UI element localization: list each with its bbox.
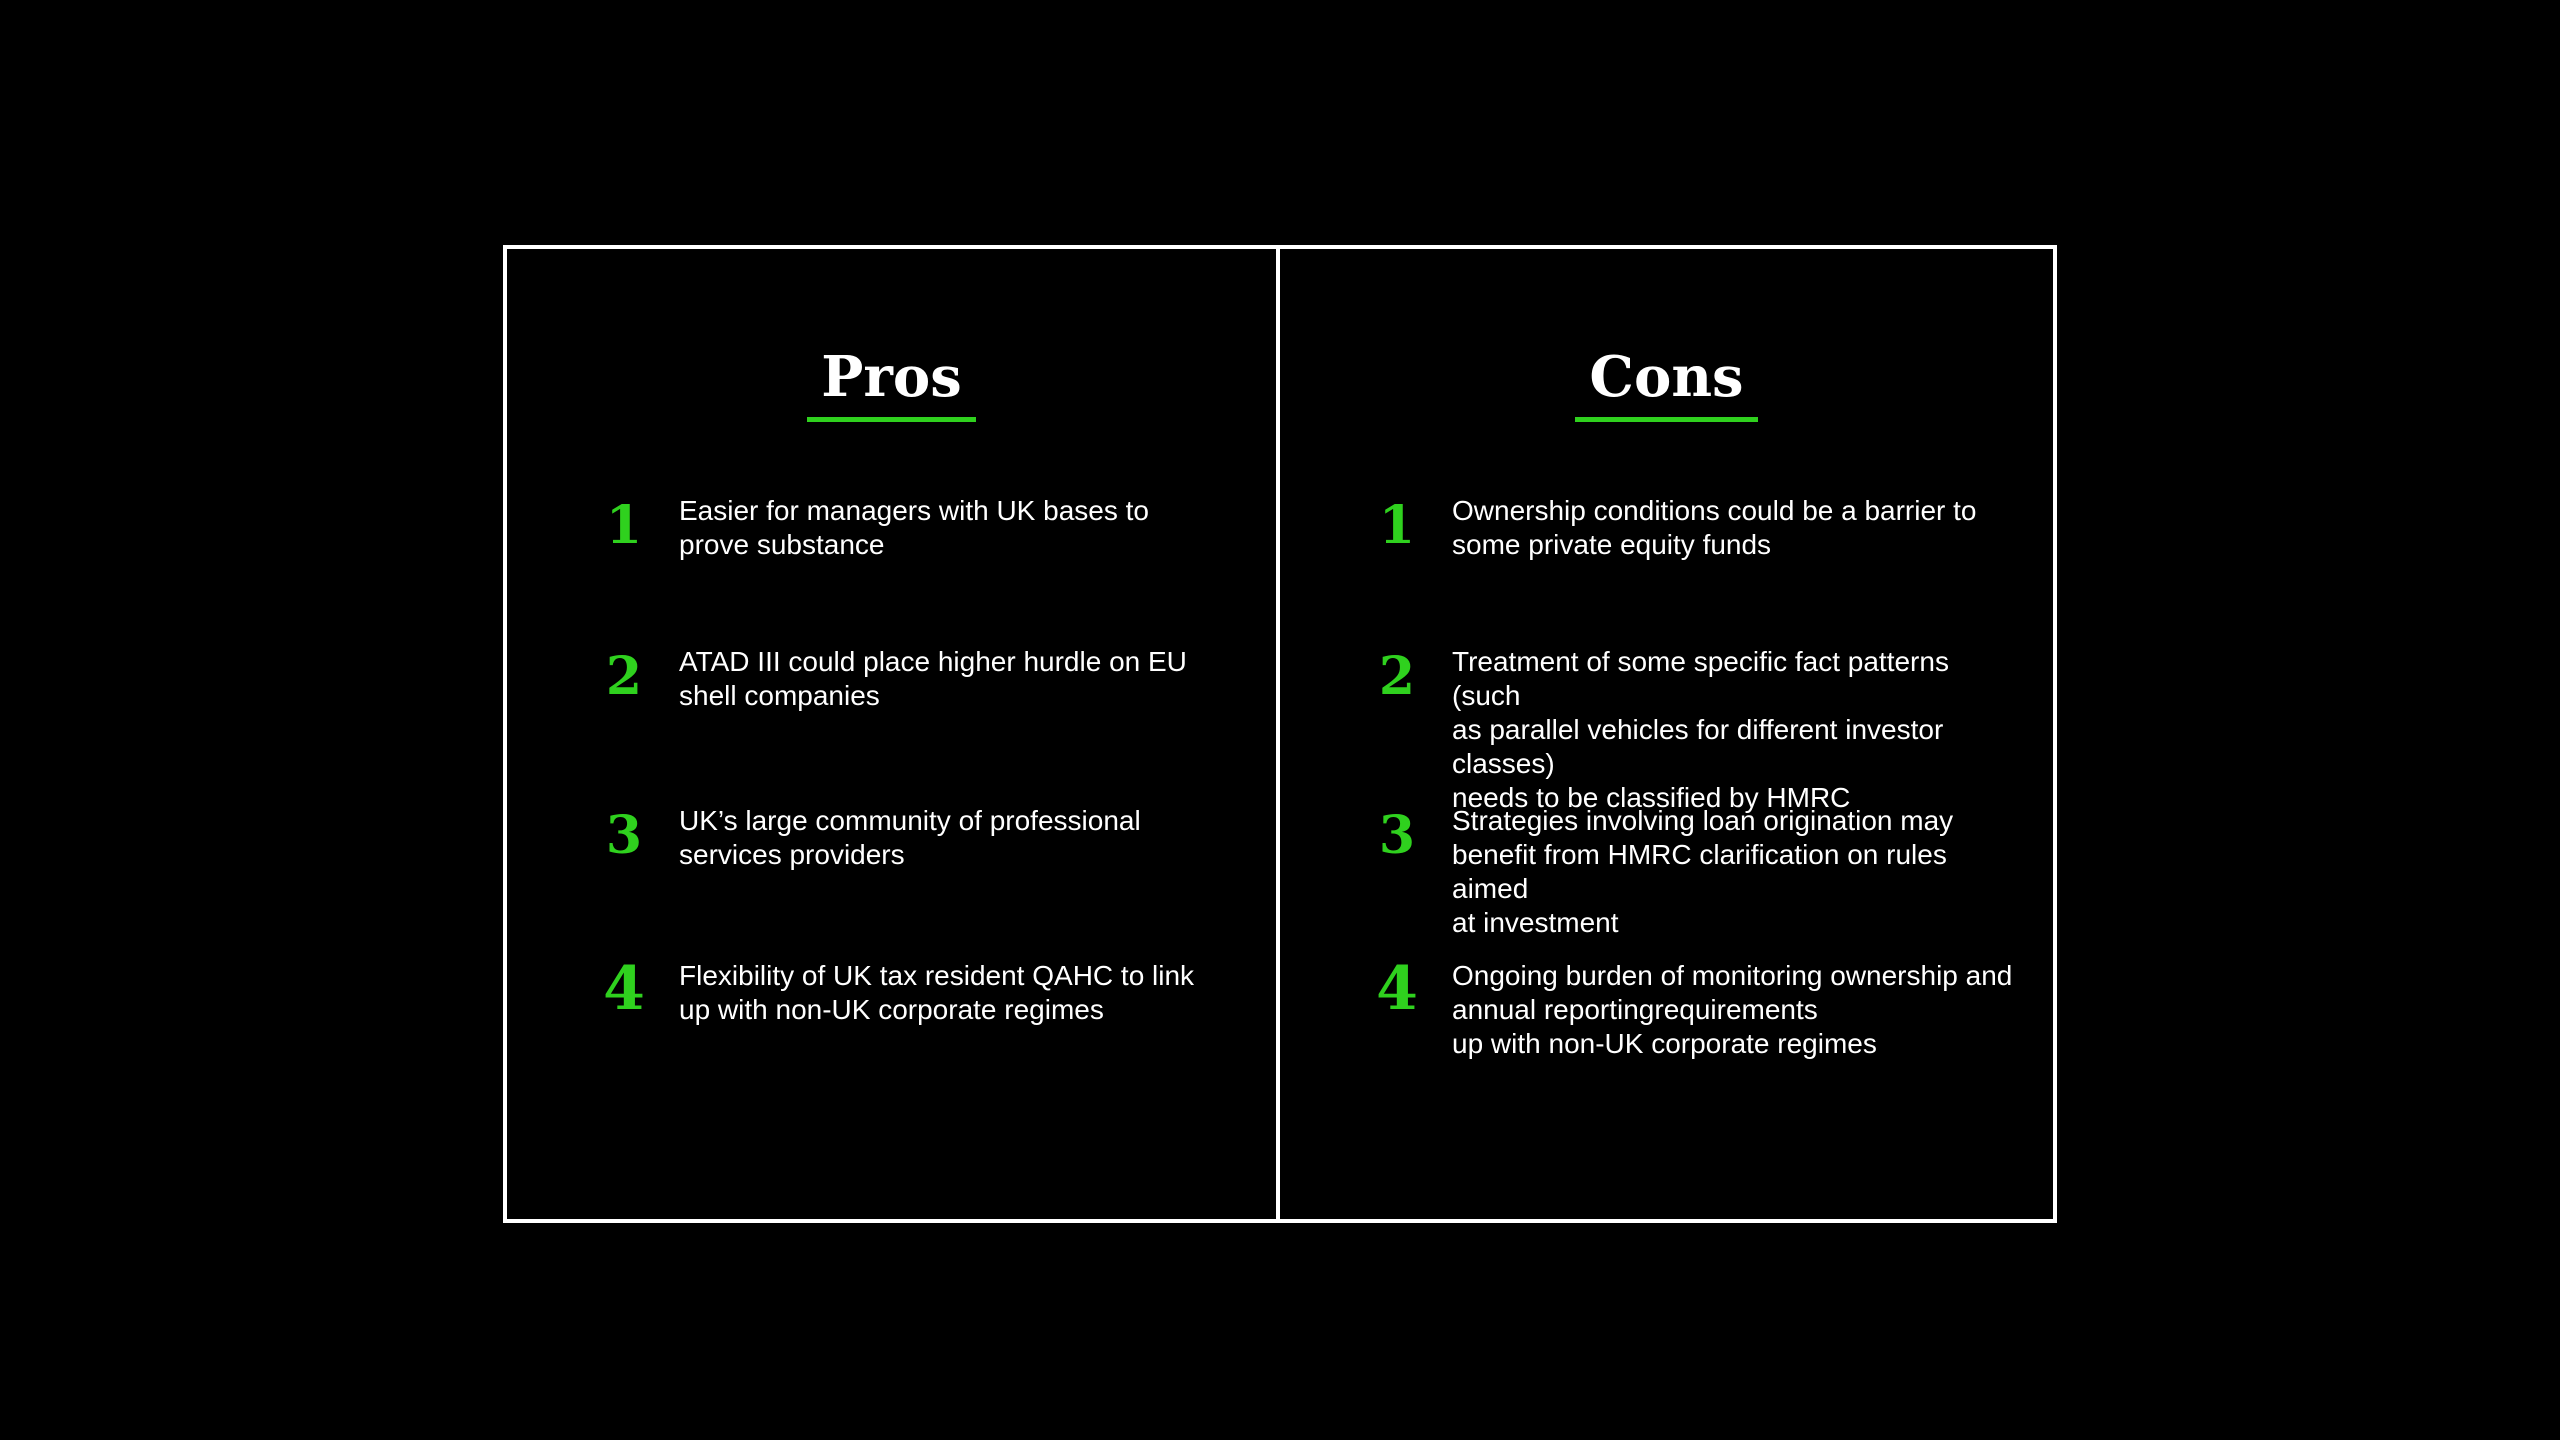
pros-item	[589, 645, 1246, 713]
item-text: Treatment of some specific fact patterns (such as parallel vehicles for different investor classes) needs to be classified by HMRC	[1452, 646, 1949, 813]
item-number: 2	[1378, 646, 1416, 707]
item-text: Easier for managers with UK bases to prove substance	[679, 495, 1149, 560]
item-number: 3	[605, 805, 643, 866]
pros-item	[589, 494, 1246, 562]
item-number: 4	[603, 954, 645, 1024]
pros-heading	[507, 344, 1276, 422]
cons-title: Cons	[1575, 349, 1757, 422]
cons-heading	[1280, 344, 2053, 422]
cons-item	[1362, 494, 2023, 562]
pros-cons-table	[503, 245, 2057, 1223]
cons-column	[1280, 249, 2053, 1219]
item-number: 1	[605, 495, 643, 556]
item-text: Flexibility of UK tax resident QAHC to link up with non-UK corporate regimes	[679, 960, 1195, 1025]
item-text: Ongoing burden of monitoring ownership and annual reportingrequirements up with non-UK corporate regimes	[1452, 960, 2013, 1059]
cons-item	[1362, 645, 2023, 815]
cons-item	[1362, 804, 2023, 940]
pros-item	[589, 804, 1246, 872]
item-text: Strategies involving loan origination may benefit from HMRC clarification on rules aimed at investment	[1452, 805, 1954, 938]
item-number: 1	[1378, 495, 1416, 556]
pros-item	[589, 954, 1246, 1027]
cons-item	[1362, 954, 2023, 1061]
item-text: UK’s large community of professional services providers	[679, 805, 1141, 870]
pros-title: Pros	[807, 349, 976, 422]
item-number: 3	[1378, 805, 1416, 866]
item-number: 4	[1376, 954, 1418, 1024]
item-text: Ownership conditions could be a barrier to some private equity funds	[1452, 495, 1977, 560]
pros-column	[507, 249, 1280, 1219]
item-text: ATAD III could place higher hurdle on EU shell companies	[679, 646, 1187, 711]
item-number: 2	[605, 646, 643, 707]
